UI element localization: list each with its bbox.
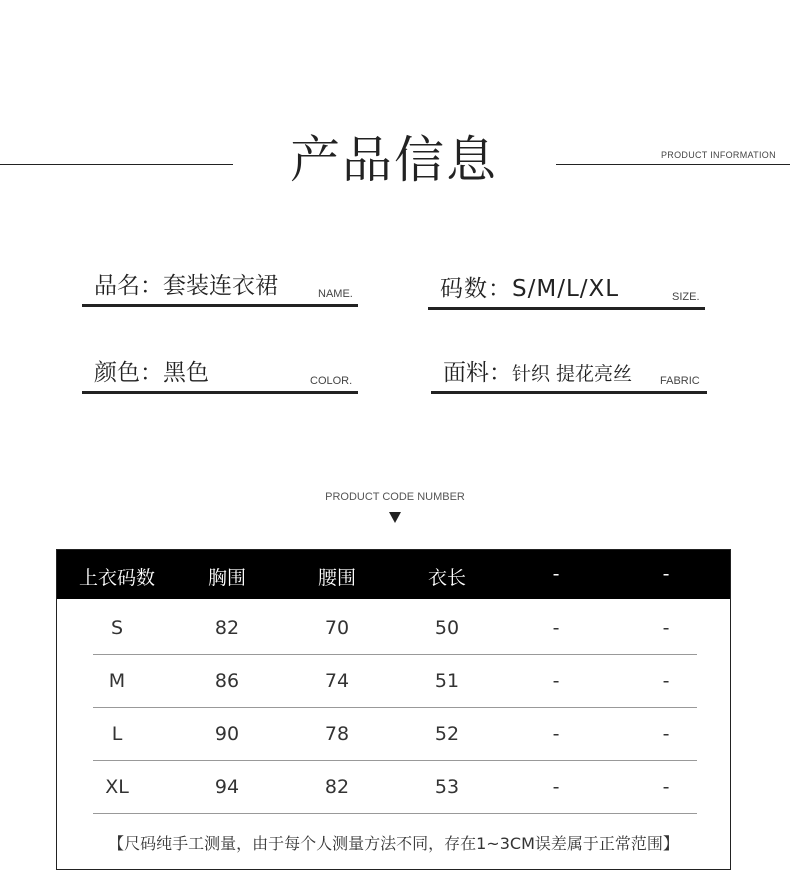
table-cell: 78 — [324, 723, 350, 745]
header-cell: 上衣码数 — [78, 567, 155, 589]
title-line-right — [556, 164, 790, 165]
table-cell: S — [110, 617, 124, 639]
table-cell: 51 — [434, 670, 460, 692]
size-table — [56, 549, 731, 870]
info-fabric — [431, 355, 707, 394]
table-cell: XL — [105, 776, 129, 798]
table-cell: 52 — [434, 723, 460, 745]
header-cell: - — [662, 563, 670, 585]
page-title: 产品信息 — [290, 131, 498, 189]
header-cell: 腰围 — [317, 567, 356, 589]
info-color — [82, 355, 358, 394]
table-cell: 82 — [214, 617, 240, 639]
info-fabric-prefix: 面料： — [443, 360, 512, 386]
table-cell: 70 — [324, 617, 350, 639]
table-row — [93, 655, 697, 708]
info-color-en: COLOR. — [310, 375, 353, 387]
table-row — [93, 708, 697, 761]
table-cell: - — [662, 723, 670, 745]
size-table-header — [57, 550, 730, 599]
table-cell: - — [552, 670, 560, 692]
info-name — [82, 268, 358, 307]
table-cell: 53 — [434, 776, 460, 798]
table-cell: 74 — [324, 670, 350, 692]
table-cell: M — [108, 670, 126, 692]
info-fabric-value: 针织 提花亮丝 — [512, 363, 633, 385]
down-arrow-icon — [389, 512, 401, 523]
table-cell: - — [552, 723, 560, 745]
table-cell: 82 — [324, 776, 350, 798]
header-cell: - — [552, 563, 560, 585]
table-cell: - — [552, 776, 560, 798]
info-fabric-en: FABRIC — [660, 375, 700, 387]
table-cell: - — [662, 617, 670, 639]
table-cell: 90 — [214, 723, 240, 745]
info-color-label: 颜色：黑色 — [94, 360, 209, 386]
info-size-label: 码数：S/M/L/XL — [440, 276, 620, 302]
info-size — [428, 271, 705, 310]
table-row — [93, 761, 697, 814]
title-line-left — [0, 164, 233, 165]
table-cell: 94 — [214, 776, 240, 798]
measurement-note: 【尺码纯手工测量，由于每个人测量方法不同，存在1~3CM误差属于正常范围】 — [108, 834, 679, 853]
info-size-en: SIZE. — [672, 291, 700, 303]
header-cell: 衣长 — [427, 567, 466, 589]
info-fabric-label — [443, 354, 632, 387]
table-cell: - — [552, 617, 560, 639]
product-code-label: PRODUCT CODE NUMBER — [325, 491, 465, 503]
table-cell: - — [662, 776, 670, 798]
table-cell: L — [111, 723, 123, 745]
table-cell: 50 — [434, 617, 460, 639]
info-name-en: NAME. — [318, 288, 353, 300]
page-subtitle-en: PRODUCT INFORMATION — [661, 150, 776, 160]
table-cell: 86 — [214, 670, 240, 692]
table-row — [93, 602, 697, 655]
header-cell: 胸围 — [207, 567, 246, 589]
info-name-label: 品名：套装连衣裙 — [94, 273, 278, 299]
table-cell: - — [662, 670, 670, 692]
